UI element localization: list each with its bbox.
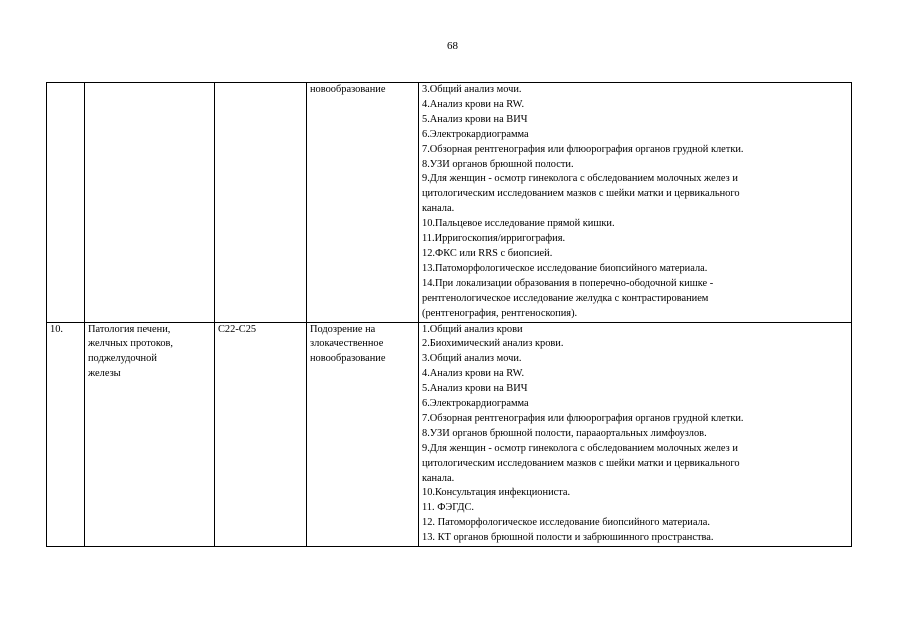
pathology-line: Патология печени, xyxy=(88,323,171,335)
examination-line: 8.УЗИ органов брюшной полости, парааортальных лимфоузлов. xyxy=(422,427,707,439)
pathology-line: железы xyxy=(88,368,121,380)
condition-line: злокачественное xyxy=(310,338,384,350)
condition-line: новообразование xyxy=(310,84,386,95)
row-number-cell xyxy=(47,83,85,323)
pathology-line: желчных протоков, xyxy=(88,338,174,350)
icd-code-cell xyxy=(215,322,307,547)
pathology-cell xyxy=(85,83,215,323)
examination-line: 6.Электрокардиограмма xyxy=(422,128,529,140)
examination-line: (рентгенография, рентгеноскопия). xyxy=(422,307,578,319)
examination-line: 4.Анализ крови на RW. xyxy=(422,368,525,380)
examination-line: 3.Общий анализ мочи. xyxy=(422,84,522,95)
table-row xyxy=(47,83,852,323)
examination-line: 9.Для женщин - осмотр гинеколога с обследованием молочных желез и xyxy=(422,173,738,185)
examinations-cell xyxy=(419,322,852,547)
examination-line: 7.Обзорная рентгенография или флюорография органов грудной клетки. xyxy=(422,412,744,424)
examination-line: 1.Общий анализ крови xyxy=(422,323,523,335)
table-row xyxy=(47,322,852,547)
pathology-line: поджелудочной xyxy=(88,353,157,365)
examination-line: канала. xyxy=(422,472,455,484)
examination-line: 6.Электрокардиограмма xyxy=(422,398,529,410)
examination-line: 3.Общий анализ мочи. xyxy=(422,353,522,365)
examination-line: 5.Анализ крови на ВИЧ xyxy=(422,113,528,125)
row-number: 10. xyxy=(50,323,63,335)
examination-line: 14.При локализации образования в поперечно-ободочной кишке - xyxy=(422,277,714,289)
condition-cell xyxy=(307,322,419,547)
examination-line: 11.Ирригоскопия/ирригография. xyxy=(422,233,566,245)
examination-line: 7.Обзорная рентгенография или флюорография органов грудной клетки. xyxy=(422,143,744,155)
examination-line: канала. xyxy=(422,203,455,215)
examination-line: 10.Пальцевое исследование прямой кишки. xyxy=(422,218,615,230)
examination-line: 13.Патоморфологическое исследование биопсийного материала. xyxy=(422,262,708,274)
condition-line: новообразование xyxy=(310,353,386,365)
condition-line: Подозрение на xyxy=(310,323,376,335)
examination-line: 2.Биохимический анализ крови. xyxy=(422,338,564,350)
page-number: 68 xyxy=(447,40,458,52)
examination-line: 12. Патоморфологическое исследование биопсийного материала. xyxy=(422,517,710,529)
examination-line: 11. ФЭГДС. xyxy=(422,502,474,514)
condition-cell xyxy=(307,83,419,323)
examination-table xyxy=(46,82,852,547)
table-body xyxy=(47,83,852,547)
examination-line: 12.ФКС или RRS с биопсией. xyxy=(422,247,553,259)
examination-line: 9.Для женщин - осмотр гинеколога с обследованием молочных желез и xyxy=(422,442,738,454)
examination-line: 13. КТ органов брюшной полости и забрюшинного пространства. xyxy=(422,532,714,544)
row-number-cell xyxy=(47,322,85,547)
examination-line: цитологическим исследованием мазков с шейки матки и цервикального xyxy=(422,457,740,469)
examination-line: 8.УЗИ органов брюшной полости. xyxy=(422,158,574,170)
examination-line: цитологическим исследованием мазков с шейки матки и цервикального xyxy=(422,188,740,200)
examination-line: рентгенологическое исследование желудка с контрастированием xyxy=(422,292,709,304)
examinations-cell xyxy=(419,83,852,323)
icd-code: С22-С25 xyxy=(218,323,257,335)
examination-line: 5.Анализ крови на ВИЧ xyxy=(422,383,528,395)
pathology-cell xyxy=(85,322,215,547)
icd-code-cell xyxy=(215,83,307,323)
examination-line: 4.Анализ крови на RW. xyxy=(422,98,525,110)
examination-line: 10.Консультация инфекциониста. xyxy=(422,487,571,499)
